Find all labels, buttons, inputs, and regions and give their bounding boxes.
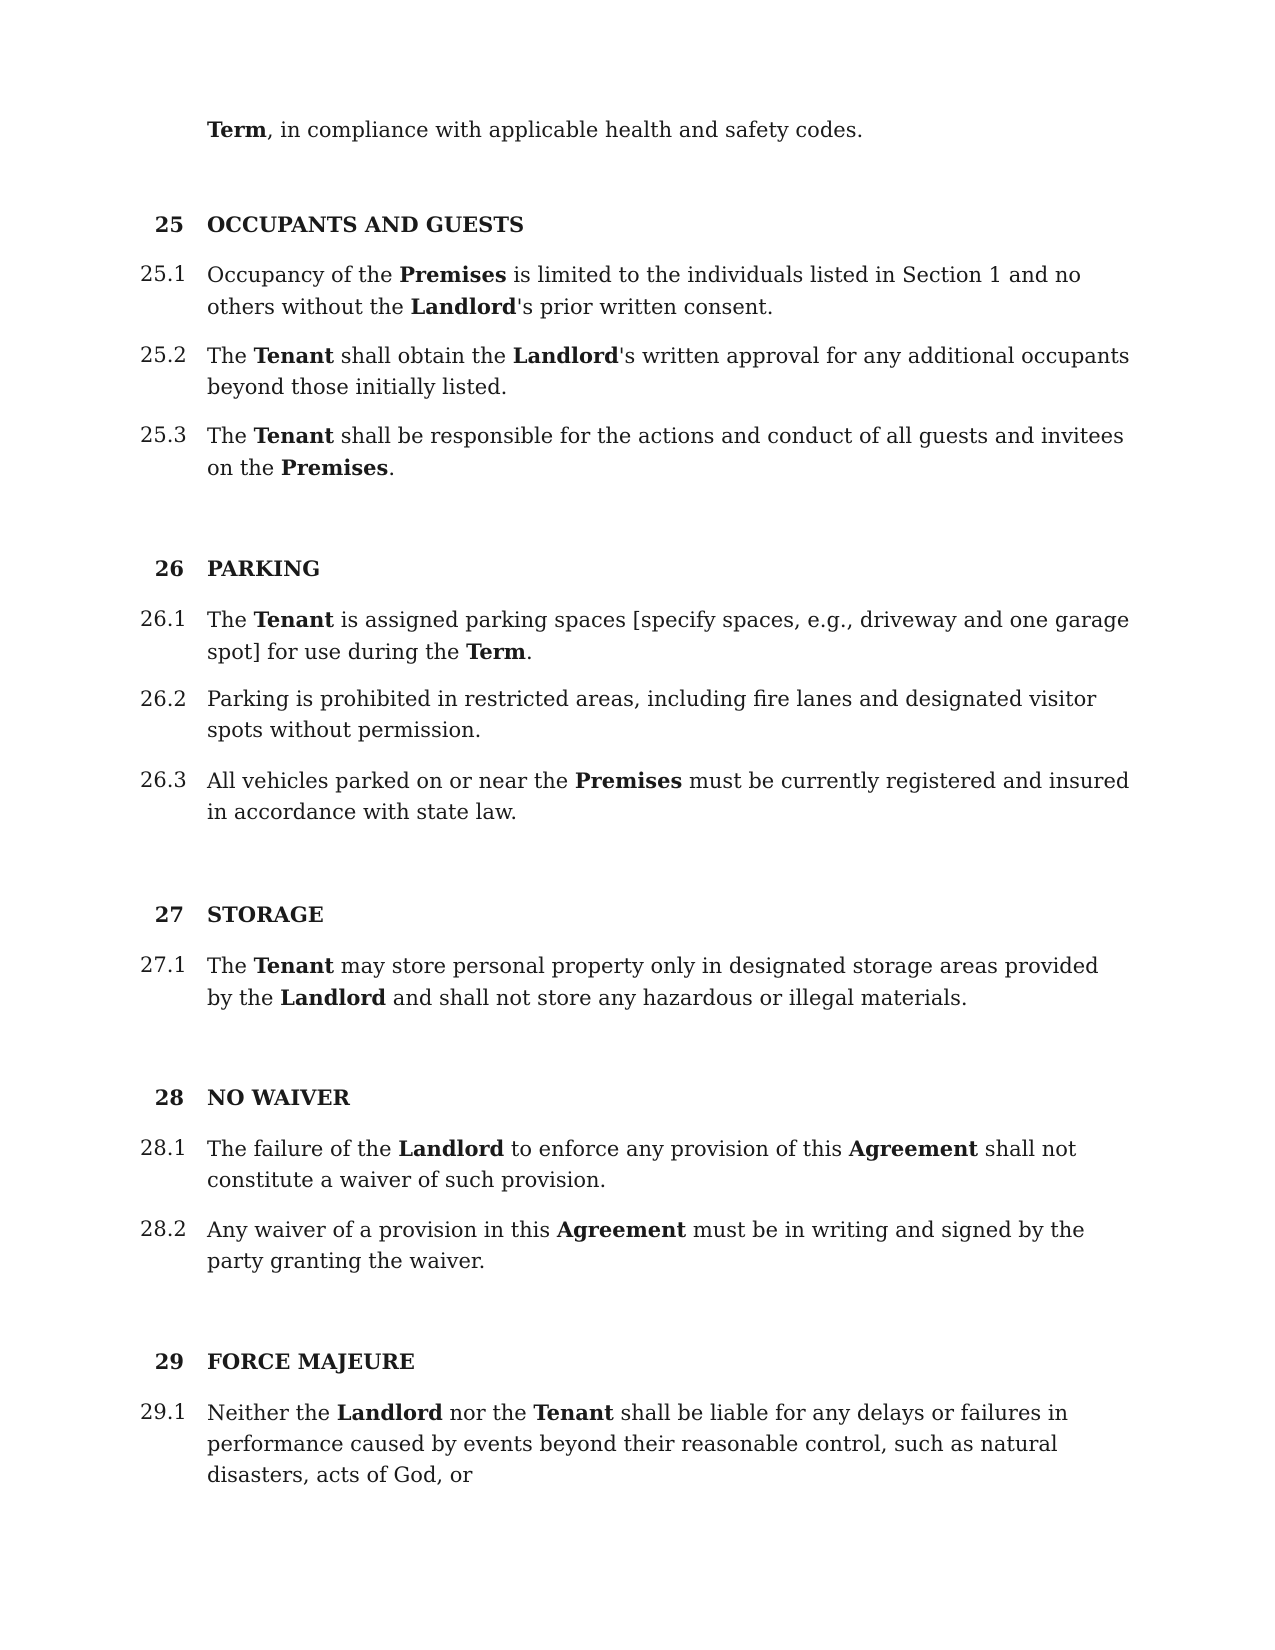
clause-29-1 — [140, 1397, 1130, 1491]
clause-text: Parking is prohibited in restricted areas, including fire lanes and designated visitor spots without permission. — [207, 687, 1097, 742]
clause-28-1 — [140, 1133, 1130, 1196]
section-number: 25 — [154, 212, 184, 237]
continuation-paragraph — [207, 114, 1127, 146]
clause-27-1 — [140, 950, 1130, 1014]
section-number: 27 — [154, 902, 184, 927]
clause-25-2 — [140, 340, 1130, 403]
clause-number: 28.2 — [140, 1217, 187, 1241]
section-heading-storage — [140, 899, 1100, 930]
section-title: FORCE MAJEURE — [207, 1349, 415, 1374]
section-number: 29 — [154, 1349, 184, 1374]
clause-text: The Tenant shall be responsible for the actions and conduct of all guests and invitees on the Premises. — [207, 423, 1124, 480]
clause-number: 25.1 — [140, 262, 187, 286]
clause-26-2 — [140, 684, 1130, 746]
section-heading-no-waiver — [140, 1082, 1100, 1113]
clause-number: 27.1 — [140, 953, 187, 977]
section-title: NO WAIVER — [207, 1085, 350, 1110]
paragraph-text: , in compliance with applicable health and safety codes. — [266, 118, 864, 142]
defined-term: Term — [207, 117, 267, 142]
clause-text: Occupancy of the Premises is limited to the individuals listed in Section 1 and no others without the Landlord's prior written consent. — [207, 262, 1082, 319]
clause-25-3 — [140, 420, 1130, 484]
clause-text: The Tenant may store personal property only in designated storage areas provided by the Landlord and shall not store any hazardous or illegal materials. — [207, 953, 1099, 1010]
section-title: OCCUPANTS AND GUESTS — [207, 212, 525, 237]
clause-number: 26.3 — [140, 768, 187, 792]
clause-25-1 — [140, 259, 1130, 323]
section-number: 26 — [154, 556, 184, 581]
clause-number: 29.1 — [140, 1400, 187, 1424]
section-heading-force-majeure — [140, 1346, 1100, 1377]
clause-text: The Tenant is assigned parking spaces [specify spaces, e.g., driveway and one garage spot] for use during the Term. — [207, 607, 1130, 664]
section-title: STORAGE — [207, 902, 324, 927]
section-number: 28 — [154, 1085, 184, 1110]
clause-number: 26.1 — [140, 607, 187, 631]
clause-number: 26.2 — [140, 687, 187, 711]
section-heading-parking — [140, 553, 1100, 584]
clause-26-1 — [140, 604, 1130, 668]
clause-text: Any waiver of a provision in this Agreement must be in writing and signed by the party granting the waiver. — [207, 1217, 1085, 1273]
clause-28-2 — [140, 1214, 1130, 1277]
clause-26-3 — [140, 765, 1130, 828]
clause-text: Neither the Landlord nor the Tenant shall be liable for any delays or failures in performance caused by events beyond their reasonable control, such as natural disasters, acts of God, or — [207, 1400, 1069, 1487]
clause-text: The Tenant shall obtain the Landlord's written approval for any additional occupants beyond those initially listed. — [207, 343, 1130, 399]
clause-number: 25.3 — [140, 423, 187, 447]
clause-text: The failure of the Landlord to enforce any provision of this Agreement shall not constitute a waiver of such provision. — [207, 1136, 1077, 1192]
section-heading-occupants-and-guests — [140, 209, 1100, 240]
clause-text: All vehicles parked on or near the Premises must be currently registered and insured in accordance with state law. — [207, 768, 1130, 824]
clause-number: 28.1 — [140, 1136, 187, 1160]
section-title: PARKING — [207, 556, 321, 581]
clause-number: 25.2 — [140, 343, 187, 367]
